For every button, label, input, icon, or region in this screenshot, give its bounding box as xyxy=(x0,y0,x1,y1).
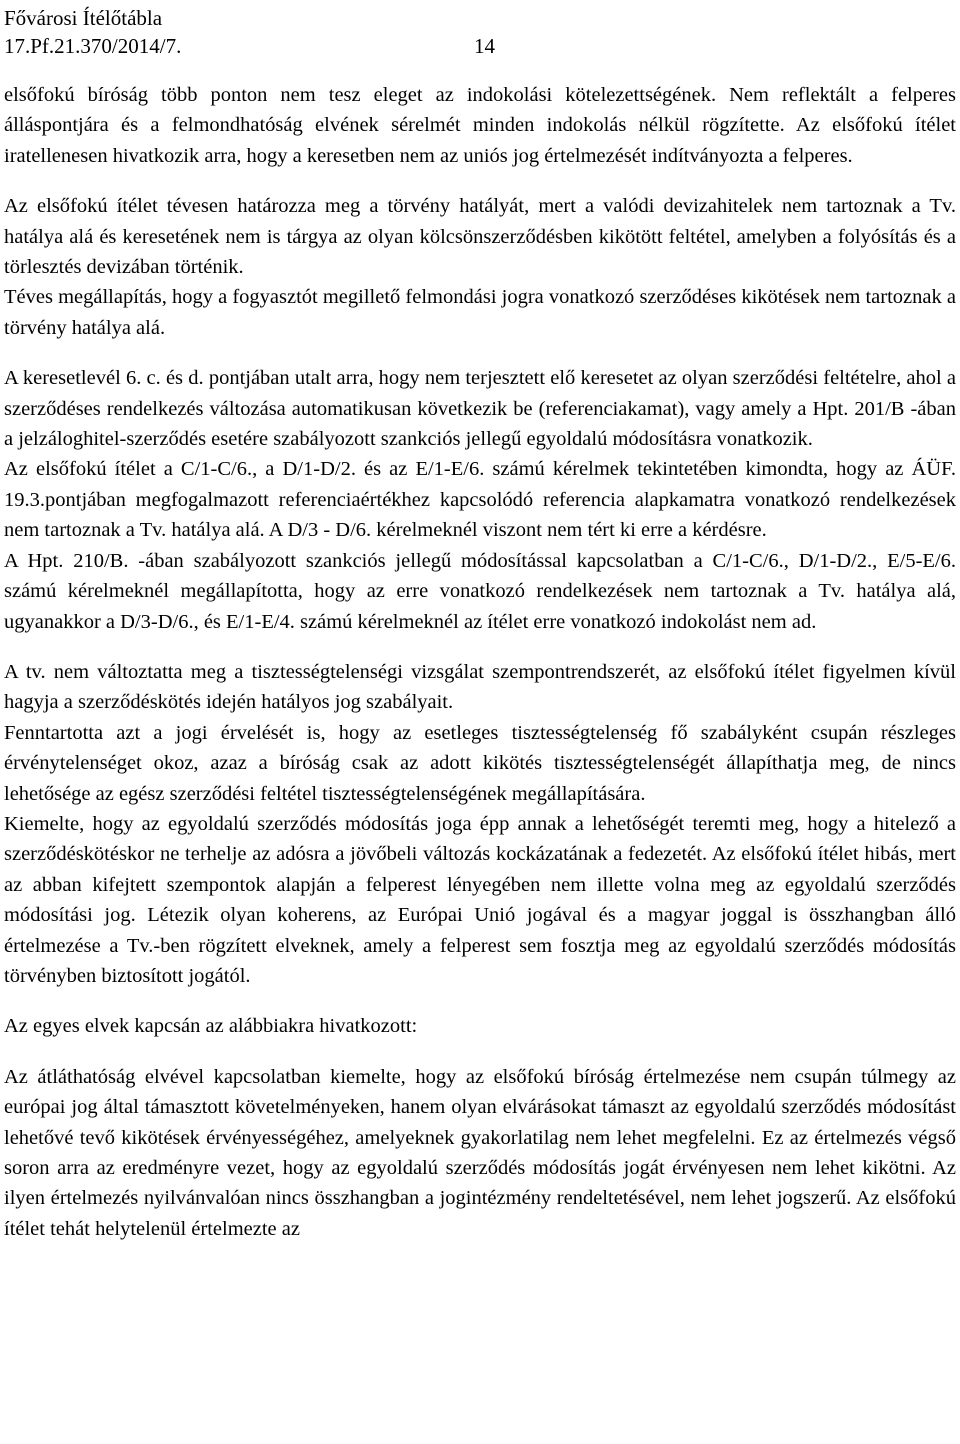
paragraph: elsőfokú bíróság több ponton nem tesz eleget az indokolási kötelezettségének. Nem reflektált a felperes álláspontjára és a felmondhatóság elvének sérelmét minden indokolás nélkül rögzítette. Az elsőfokú ítélet iratellenesen hivatkozik arra, hogy a keresetben nem az uniós jog értelmezését indítványozta a felperes. xyxy=(4,84,956,167)
header-case-line xyxy=(4,32,956,60)
paragraph: A Hpt. 210/B. -ában szabályozott szankciós jellegű módosítással kapcsolatban a C/1-C/6., D/1-D/2., E/5-E/6. számú kérelmeknél megállapította, hogy az erre vonatkozó rendelkezések nem tartoznak a Tv. hatálya alá, ugyanakkor a D/3-D/6., és E/1-E/4. számú kérelmeknél az ítélet erre vonatkozó indokolást nem ad. xyxy=(4,549,956,633)
paragraph: Az egyes elvek kapcsán az alábbiakra hivatkozott: xyxy=(4,1015,418,1038)
paragraph: Az elsőfokú ítélet a C/1-C/6., a D/1-D/2. és az E/1-E/6. számú kérelmek tekintetében kimondta, hogy az ÁÜF. 19.3.pontjában megfogalmazott referenciaértékhez kapcsolódó referencia alapkamatra vonatkozó rendelkezések nem tartoznak a Tv. hatálya alá. A D/3 - D/6. kérelmeknél viszont nem tért ki erre a kérdésre. xyxy=(4,458,956,542)
paragraph: A tv. nem változtatta meg a tisztességtelenségi vizsgálat szempontrendszerét, az elsőfokú ítélet figyelmen kívül hagyja a szerződéskötés idején hatályos jog szabályait. xyxy=(4,660,956,714)
paragraph: Téves megállapítás, hogy a fogyasztót megillető felmondási jogra vonatkozó szerződéses kikötések nem tartoznak a törvény hatálya alá. xyxy=(4,286,956,339)
document-body xyxy=(4,80,956,1244)
paragraph: Az elsőfokú ítélet tévesen határozza meg a törvény hatályát, mert a valódi devizahitelek nem tartoznak a Tv. hatálya alá és keresetének nem is tárgya az olyan kölcsönszerződésben kikötött feltétel, amelyben a folyósítás és a törlesztés devizában történik. xyxy=(4,195,956,279)
paragraph: A keresetlevél 6. c. és d. pontjában utalt arra, hogy nem terjesztett elő keresetet az olyan szerződési feltételre, ahol a szerződéses rendelkezés változása automatikusan következik be (referenciakamat), vagy amely a Hpt. 201/B -ában a jelzáloghitel-szerződés esetére szabályozott szankciós jellegű egyoldalú módosításra vonatkozik. xyxy=(4,367,956,451)
court-name: Fővárosi Ítélőtábla xyxy=(4,6,163,30)
page-number: 14 xyxy=(474,34,495,58)
case-number: 17.Pf.21.370/2014/7. xyxy=(4,34,182,58)
paragraph: Kiemelte, hogy az egyoldalú szerződés módosítás joga épp annak a lehetőségét teremti meg, hogy a hitelező a szerződéskötéskor ne terhelje az adósra a jövőbeli változás kockázatának a fedezetét. Az elsőfokú ítélet hibás, mert az abban kifejtett szempontok alapján a felperest lényegében nem illette volna meg az egyoldalú szerződés módosítási jog. Létezik olyan koherens, az Európai Unió jogával és a magyar joggal is összhangban álló értelmezése a Tv.-ben rögzített elveknek, amely a felperest sem fosztja meg az egyoldalú szerződés módosítás törvényben biztosított jogától. xyxy=(4,812,956,987)
paragraph: Az átláthatóság elvével kapcsolatban kiemelte, hogy az elsőfokú bíróság értelmezése nem csupán túlmegy az európai jog által támasztott követelményeken, hanem olyan elvárásokat támaszt az egyoldalú szerződés módosítást lehetővé tevő kikötések érvényességéhez, amelyeknek gyakorlatilag nem lehet megfelelni. Ez az értelmezés végső soron arra az eredményre vezet, hogy az egyoldalú szerződés módosítás jogát érvényesen nem lehet kikötni. Az ilyen értelmezés nyilvánvalóan nincs összhangban a jogintézmény rendeltetésével, nem lehet jogszerű. Az elsőfokú ítélet tehát helytelenül értelmezte az xyxy=(4,1065,956,1240)
paragraph: Fenntartotta azt a jogi érvelését is, hogy az esetleges tisztességtelenség fő szabályként csupán részleges érvénytelenséget okoz, azaz a bíróság csak az adott kikötés tisztességtelenségét állapíthatja meg, de nincs lehetősége az egész szerződési feltétel tisztességtelenségének megállapítására. xyxy=(4,721,956,805)
document-page xyxy=(4,4,956,1440)
